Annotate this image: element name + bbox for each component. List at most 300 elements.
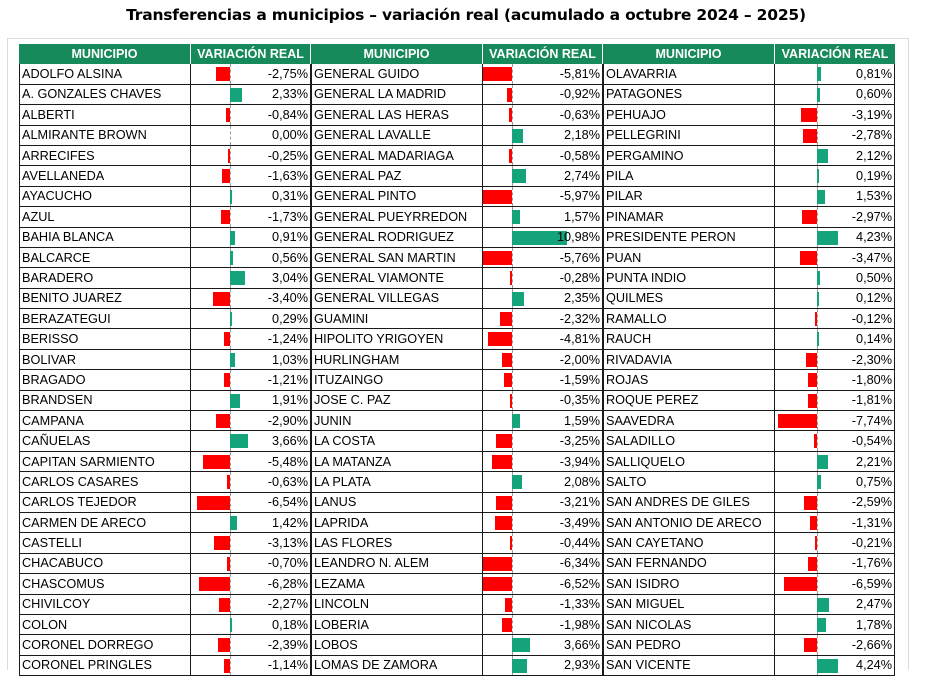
variacion-cell — [191, 309, 311, 329]
variacion-value: -1,24% — [267, 332, 308, 347]
zero-axis — [230, 472, 231, 491]
positive-bar — [817, 149, 828, 163]
municipio-cell: CORONEL DORREGO — [19, 635, 191, 655]
header-variacion-1: VARIACIÓN REAL — [191, 44, 311, 64]
variacion-cell — [191, 187, 311, 207]
variacion-value: 2,21% — [856, 454, 892, 469]
variacion-cell — [775, 452, 895, 472]
variacion-value: -2,00% — [559, 352, 600, 367]
negative-bar — [502, 618, 512, 632]
zero-axis — [512, 85, 513, 104]
negative-bar — [802, 210, 817, 224]
variacion-cell — [775, 635, 895, 655]
negative-bar — [483, 251, 512, 265]
municipio-cell: SAN PEDRO — [603, 635, 775, 655]
variacion-value: -0,12% — [851, 311, 892, 326]
variacion-cell — [775, 411, 895, 431]
variacion-cell — [483, 309, 603, 329]
zero-axis — [817, 493, 818, 512]
municipio-cell: CARMEN DE ARECO — [19, 513, 191, 533]
negative-bar — [483, 190, 512, 204]
municipio-cell: ROJAS — [603, 370, 775, 390]
variacion-value: -2,39% — [267, 638, 308, 653]
variacion-cell — [483, 554, 603, 574]
variacion-value: -0,54% — [851, 434, 892, 449]
variacion-cell — [191, 411, 311, 431]
municipio-cell: COLON — [19, 615, 191, 635]
municipio-cell: LA PLATA — [311, 472, 483, 492]
variacion-cell — [483, 126, 603, 146]
negative-bar — [483, 67, 512, 81]
variacion-value: -2,30% — [851, 352, 892, 367]
municipio-cell: SALADILLO — [603, 431, 775, 451]
variacion-cell — [483, 207, 603, 227]
variacion-cell — [775, 513, 895, 533]
variacion-cell — [775, 350, 895, 370]
zero-axis — [230, 452, 231, 471]
variacion-value: -3,25% — [559, 434, 600, 449]
variacion-cell — [191, 431, 311, 451]
variacion-cell — [191, 574, 311, 594]
zero-axis — [230, 64, 231, 83]
municipio-cell: PRESIDENTE PERON — [603, 228, 775, 248]
municipio-cell: RAUCH — [603, 329, 775, 349]
variacion-cell — [191, 635, 311, 655]
negative-bar — [510, 271, 512, 285]
negative-bar — [488, 332, 512, 346]
variacion-value: 10,98% — [556, 230, 600, 245]
variacion-cell — [775, 615, 895, 635]
zero-axis — [512, 64, 513, 83]
municipio-cell: GENERAL LAVALLE — [311, 126, 483, 146]
variacion-value: 4,23% — [856, 230, 892, 245]
zero-axis — [230, 656, 231, 675]
variacion-cell — [775, 166, 895, 186]
municipio-cell: BALCARCE — [19, 248, 191, 268]
municipio-cell: GUAMINI — [311, 309, 483, 329]
zero-axis — [817, 391, 818, 410]
variacion-value: -0,63% — [267, 474, 308, 489]
variacion-value: 3,04% — [272, 270, 308, 285]
municipio-cell: ROQUE PEREZ — [603, 391, 775, 411]
header-municipio-3: MUNICIPIO — [603, 44, 775, 64]
variacion-cell — [191, 64, 311, 84]
zero-axis — [512, 268, 513, 287]
municipio-cell: HIPOLITO YRIGOYEN — [311, 329, 483, 349]
zero-axis — [512, 105, 513, 124]
variacion-value: 1,03% — [272, 352, 308, 367]
variacion-value: 3,66% — [272, 434, 308, 449]
negative-bar — [803, 129, 817, 143]
municipio-cell: CHASCOMUS — [19, 574, 191, 594]
negative-bar — [218, 638, 230, 652]
municipio-cell: PUAN — [603, 248, 775, 268]
negative-bar — [227, 557, 231, 571]
variacion-value: -7,74% — [851, 413, 892, 428]
variacion-value: -2,32% — [559, 311, 600, 326]
municipio-cell: SAN NICOLAS — [603, 615, 775, 635]
variacion-cell — [775, 126, 895, 146]
positive-bar — [817, 332, 819, 346]
variacion-value: -0,25% — [267, 148, 308, 163]
variacion-cell — [775, 105, 895, 125]
variacion-cell — [775, 431, 895, 451]
negative-bar — [213, 292, 230, 306]
negative-bar — [214, 536, 230, 550]
variacion-cell — [191, 105, 311, 125]
negative-bar — [505, 598, 512, 612]
negative-bar — [815, 312, 817, 326]
municipio-cell: GENERAL RODRIGUEZ — [311, 228, 483, 248]
zero-axis — [230, 126, 231, 145]
municipio-cell: CAPITAN SARMIENTO — [19, 452, 191, 472]
zero-axis — [230, 574, 231, 593]
variacion-cell — [483, 635, 603, 655]
zero-axis — [230, 370, 231, 389]
variacion-cell — [483, 329, 603, 349]
variacion-cell — [483, 472, 603, 492]
variacion-value: 2,74% — [564, 169, 600, 184]
variacion-cell — [483, 105, 603, 125]
variacion-value: 3,66% — [564, 638, 600, 653]
negative-bar — [815, 536, 817, 550]
municipio-cell: CASTELLI — [19, 533, 191, 553]
zero-axis — [817, 411, 818, 430]
header-variacion-3: VARIACIÓN REAL — [775, 44, 895, 64]
variacion-cell — [483, 391, 603, 411]
negative-bar — [224, 659, 230, 673]
negative-bar — [221, 210, 230, 224]
zero-axis — [512, 431, 513, 450]
variacion-cell — [483, 268, 603, 288]
variacion-value: -2,75% — [267, 67, 308, 82]
variacion-cell — [191, 166, 311, 186]
zero-axis — [512, 574, 513, 593]
municipio-cell: LINCOLN — [311, 595, 483, 615]
municipio-cell: CARLOS TEJEDOR — [19, 493, 191, 513]
municipio-cell: GENERAL SAN MARTIN — [311, 248, 483, 268]
variacion-cell — [775, 268, 895, 288]
negative-bar — [197, 496, 230, 510]
variacion-value: 1,42% — [272, 515, 308, 530]
variacion-value: 1,53% — [856, 189, 892, 204]
zero-axis — [512, 533, 513, 552]
variacion-value: -0,35% — [559, 393, 600, 408]
municipio-cell: LOMAS DE ZAMORA — [311, 656, 483, 676]
variacion-value: -5,76% — [559, 250, 600, 265]
variacion-value: -3,47% — [851, 250, 892, 265]
municipio-cell: RAMALLO — [603, 309, 775, 329]
variacion-value: -3,94% — [559, 454, 600, 469]
variacion-value: 0,18% — [272, 617, 308, 632]
negative-bar — [778, 414, 817, 428]
positive-bar — [230, 312, 232, 326]
variacion-value: 1,91% — [272, 393, 308, 408]
variacion-cell — [191, 554, 311, 574]
variacion-value: -1,76% — [851, 556, 892, 571]
negative-bar — [810, 516, 817, 530]
municipio-cell: GENERAL LAS HERAS — [311, 105, 483, 125]
variacion-value: -2,66% — [851, 638, 892, 653]
municipio-cell: ALBERTI — [19, 105, 191, 125]
variacion-cell — [775, 656, 895, 676]
municipio-cell: GENERAL PINTO — [311, 187, 483, 207]
municipio-cell: SAAVEDRA — [603, 411, 775, 431]
variacion-cell — [483, 595, 603, 615]
negative-bar — [504, 373, 512, 387]
variacion-value: -3,13% — [267, 536, 308, 551]
negative-bar — [495, 516, 512, 530]
negative-bar — [808, 394, 817, 408]
variacion-value: -0,44% — [559, 536, 600, 551]
variacion-value: 0,81% — [856, 67, 892, 82]
municipio-cell: AZUL — [19, 207, 191, 227]
variacion-cell — [775, 146, 895, 166]
variacion-cell — [775, 64, 895, 84]
positive-bar — [230, 618, 232, 632]
negative-bar — [224, 373, 230, 387]
variacion-cell — [191, 615, 311, 635]
municipio-cell: GENERAL VIAMONTE — [311, 268, 483, 288]
municipio-cell: BRANDSEN — [19, 391, 191, 411]
positive-bar — [817, 475, 821, 489]
municipio-cell: QUILMES — [603, 289, 775, 309]
municipio-cell: PERGAMINO — [603, 146, 775, 166]
header-variacion-2: VARIACIÓN REAL — [483, 44, 603, 64]
zero-axis — [817, 554, 818, 573]
municipio-cell: LEANDRO N. ALEM — [311, 554, 483, 574]
variacion-value: 1,78% — [856, 617, 892, 632]
municipio-cell: BAHIA BLANCA — [19, 228, 191, 248]
positive-bar — [817, 271, 820, 285]
variacion-value: -0,92% — [559, 87, 600, 102]
municipio-cell: SALTO — [603, 472, 775, 492]
variacion-cell — [483, 533, 603, 553]
zero-axis — [512, 248, 513, 267]
zero-axis — [512, 452, 513, 471]
zero-axis — [230, 146, 231, 165]
variacion-cell — [483, 166, 603, 186]
municipio-cell: OLAVARRIA — [603, 64, 775, 84]
variacion-value: -0,84% — [267, 107, 308, 122]
negative-bar — [806, 353, 818, 367]
variacion-value: -1,33% — [559, 597, 600, 612]
municipio-cell: CHACABUCO — [19, 554, 191, 574]
zero-axis — [230, 166, 231, 185]
positive-bar — [512, 169, 526, 183]
negative-bar — [228, 149, 230, 163]
positive-bar — [817, 88, 820, 102]
header-municipio-1: MUNICIPIO — [19, 44, 191, 64]
variacion-cell — [483, 187, 603, 207]
variacion-value: 0,29% — [272, 311, 308, 326]
variacion-value: -3,40% — [267, 291, 308, 306]
variacion-value: -0,58% — [559, 148, 600, 163]
variacion-value: -2,27% — [267, 597, 308, 612]
positive-bar — [817, 169, 819, 183]
zero-axis — [512, 370, 513, 389]
variacion-cell — [775, 554, 895, 574]
variacion-cell — [775, 370, 895, 390]
municipio-cell: SAN VICENTE — [603, 656, 775, 676]
negative-bar — [483, 577, 512, 591]
negative-bar — [496, 434, 512, 448]
variacion-cell — [191, 493, 311, 513]
negative-bar — [216, 414, 231, 428]
variacion-cell — [191, 268, 311, 288]
variacion-value: -2,59% — [851, 495, 892, 510]
positive-bar — [512, 475, 522, 489]
municipio-cell: AVELLANEDA — [19, 166, 191, 186]
municipio-cell: ARRECIFES — [19, 146, 191, 166]
municipio-cell: GENERAL VILLEGAS — [311, 289, 483, 309]
variacion-cell — [775, 289, 895, 309]
variacion-cell — [483, 350, 603, 370]
variacion-cell — [483, 248, 603, 268]
variacion-value: -2,78% — [851, 128, 892, 143]
variacion-value: -5,81% — [559, 67, 600, 82]
zero-axis — [230, 533, 231, 552]
variacion-cell — [483, 574, 603, 594]
zero-axis — [512, 595, 513, 614]
positive-bar — [230, 190, 232, 204]
municipio-cell: CORONEL PRINGLES — [19, 656, 191, 676]
negative-bar — [500, 312, 512, 326]
municipio-cell: SAN MIGUEL — [603, 595, 775, 615]
positive-bar — [817, 67, 821, 81]
zero-axis — [512, 391, 513, 410]
municipio-cell: SAN FERNANDO — [603, 554, 775, 574]
variacion-value: 2,18% — [564, 128, 600, 143]
municipio-cell: SALLIQUELO — [603, 452, 775, 472]
variacion-value: 2,08% — [564, 474, 600, 489]
negative-bar — [199, 577, 230, 591]
zero-axis — [230, 411, 231, 430]
variacion-value: -1,31% — [851, 515, 892, 530]
variacion-cell — [483, 656, 603, 676]
municipio-cell: SAN ANTONIO DE ARECO — [603, 513, 775, 533]
variacion-value: -0,63% — [559, 107, 600, 122]
variacion-cell — [775, 207, 895, 227]
variacion-value: -0,70% — [267, 556, 308, 571]
negative-bar — [496, 496, 512, 510]
municipio-cell: BERISSO — [19, 329, 191, 349]
positive-bar — [230, 394, 240, 408]
variacion-cell — [191, 656, 311, 676]
variacion-value: -6,52% — [559, 576, 600, 591]
variacion-cell — [483, 146, 603, 166]
municipio-cell: GENERAL PAZ — [311, 166, 483, 186]
variacion-cell — [191, 85, 311, 105]
variacion-cell — [775, 85, 895, 105]
municipio-cell: LEZAMA — [311, 574, 483, 594]
zero-axis — [230, 554, 231, 573]
variacion-value: 2,47% — [856, 597, 892, 612]
variacion-cell — [775, 228, 895, 248]
variacion-cell — [191, 207, 311, 227]
variacion-value: 0,19% — [856, 169, 892, 184]
positive-bar — [817, 231, 838, 245]
variacion-cell — [775, 329, 895, 349]
variacion-value: -6,59% — [851, 576, 892, 591]
positive-bar — [512, 210, 520, 224]
variacion-cell — [483, 615, 603, 635]
variacion-cell — [191, 391, 311, 411]
variacion-cell — [775, 391, 895, 411]
zero-axis — [817, 635, 818, 654]
zero-axis — [817, 309, 818, 328]
variacion-cell — [775, 187, 895, 207]
variacion-value: -0,28% — [559, 270, 600, 285]
variacion-value: -0,21% — [851, 536, 892, 551]
variacion-value: -1,80% — [851, 372, 892, 387]
variacion-value: 2,33% — [272, 87, 308, 102]
variacion-value: -2,97% — [851, 209, 892, 224]
variacion-value: -1,98% — [559, 617, 600, 632]
positive-bar — [512, 292, 524, 306]
variacion-value: -6,54% — [267, 495, 308, 510]
variacion-cell — [191, 513, 311, 533]
municipio-cell: GENERAL LA MADRID — [311, 85, 483, 105]
negative-bar — [801, 108, 817, 122]
zero-axis — [230, 329, 231, 348]
variacion-cell — [483, 452, 603, 472]
negative-bar — [502, 353, 512, 367]
municipio-cell: PUNTA INDIO — [603, 268, 775, 288]
positive-bar — [512, 129, 523, 143]
variacion-value: 0,00% — [272, 128, 308, 143]
variacion-value: -6,28% — [267, 576, 308, 591]
variacion-cell — [191, 289, 311, 309]
municipio-cell: PATAGONES — [603, 85, 775, 105]
variacion-cell — [483, 370, 603, 390]
zero-axis — [512, 615, 513, 634]
variacion-cell — [483, 493, 603, 513]
positive-bar — [817, 292, 819, 306]
zero-axis — [230, 207, 231, 226]
variacion-cell — [191, 146, 311, 166]
municipio-cell: PELLEGRINI — [603, 126, 775, 146]
zero-axis — [230, 105, 231, 124]
zero-axis — [230, 493, 231, 512]
zero-axis — [230, 595, 231, 614]
positive-bar — [230, 251, 233, 265]
zero-axis — [817, 248, 818, 267]
negative-bar — [203, 455, 230, 469]
zero-axis — [817, 513, 818, 532]
municipio-cell: CAÑUELAS — [19, 431, 191, 451]
variacion-cell — [775, 533, 895, 553]
variacion-value: -4,81% — [559, 332, 600, 347]
municipio-cell: GENERAL GUIDO — [311, 64, 483, 84]
variacion-value: -1,21% — [267, 372, 308, 387]
zero-axis — [512, 513, 513, 532]
municipio-cell: ALMIRANTE BROWN — [19, 126, 191, 146]
municipio-cell: LAS FLORES — [311, 533, 483, 553]
header-municipio-2: MUNICIPIO — [311, 44, 483, 64]
zero-axis — [817, 105, 818, 124]
municipio-cell: RIVADAVIA — [603, 350, 775, 370]
municipio-cell: ADOLFO ALSINA — [19, 64, 191, 84]
variacion-cell — [775, 309, 895, 329]
negative-bar — [800, 251, 817, 265]
zero-axis — [512, 350, 513, 369]
variacion-cell — [775, 493, 895, 513]
municipio-cell: HURLINGHAM — [311, 350, 483, 370]
municipio-cell: BENITO JUAREZ — [19, 289, 191, 309]
zero-axis — [512, 554, 513, 573]
municipio-cell: BERAZATEGUI — [19, 309, 191, 329]
